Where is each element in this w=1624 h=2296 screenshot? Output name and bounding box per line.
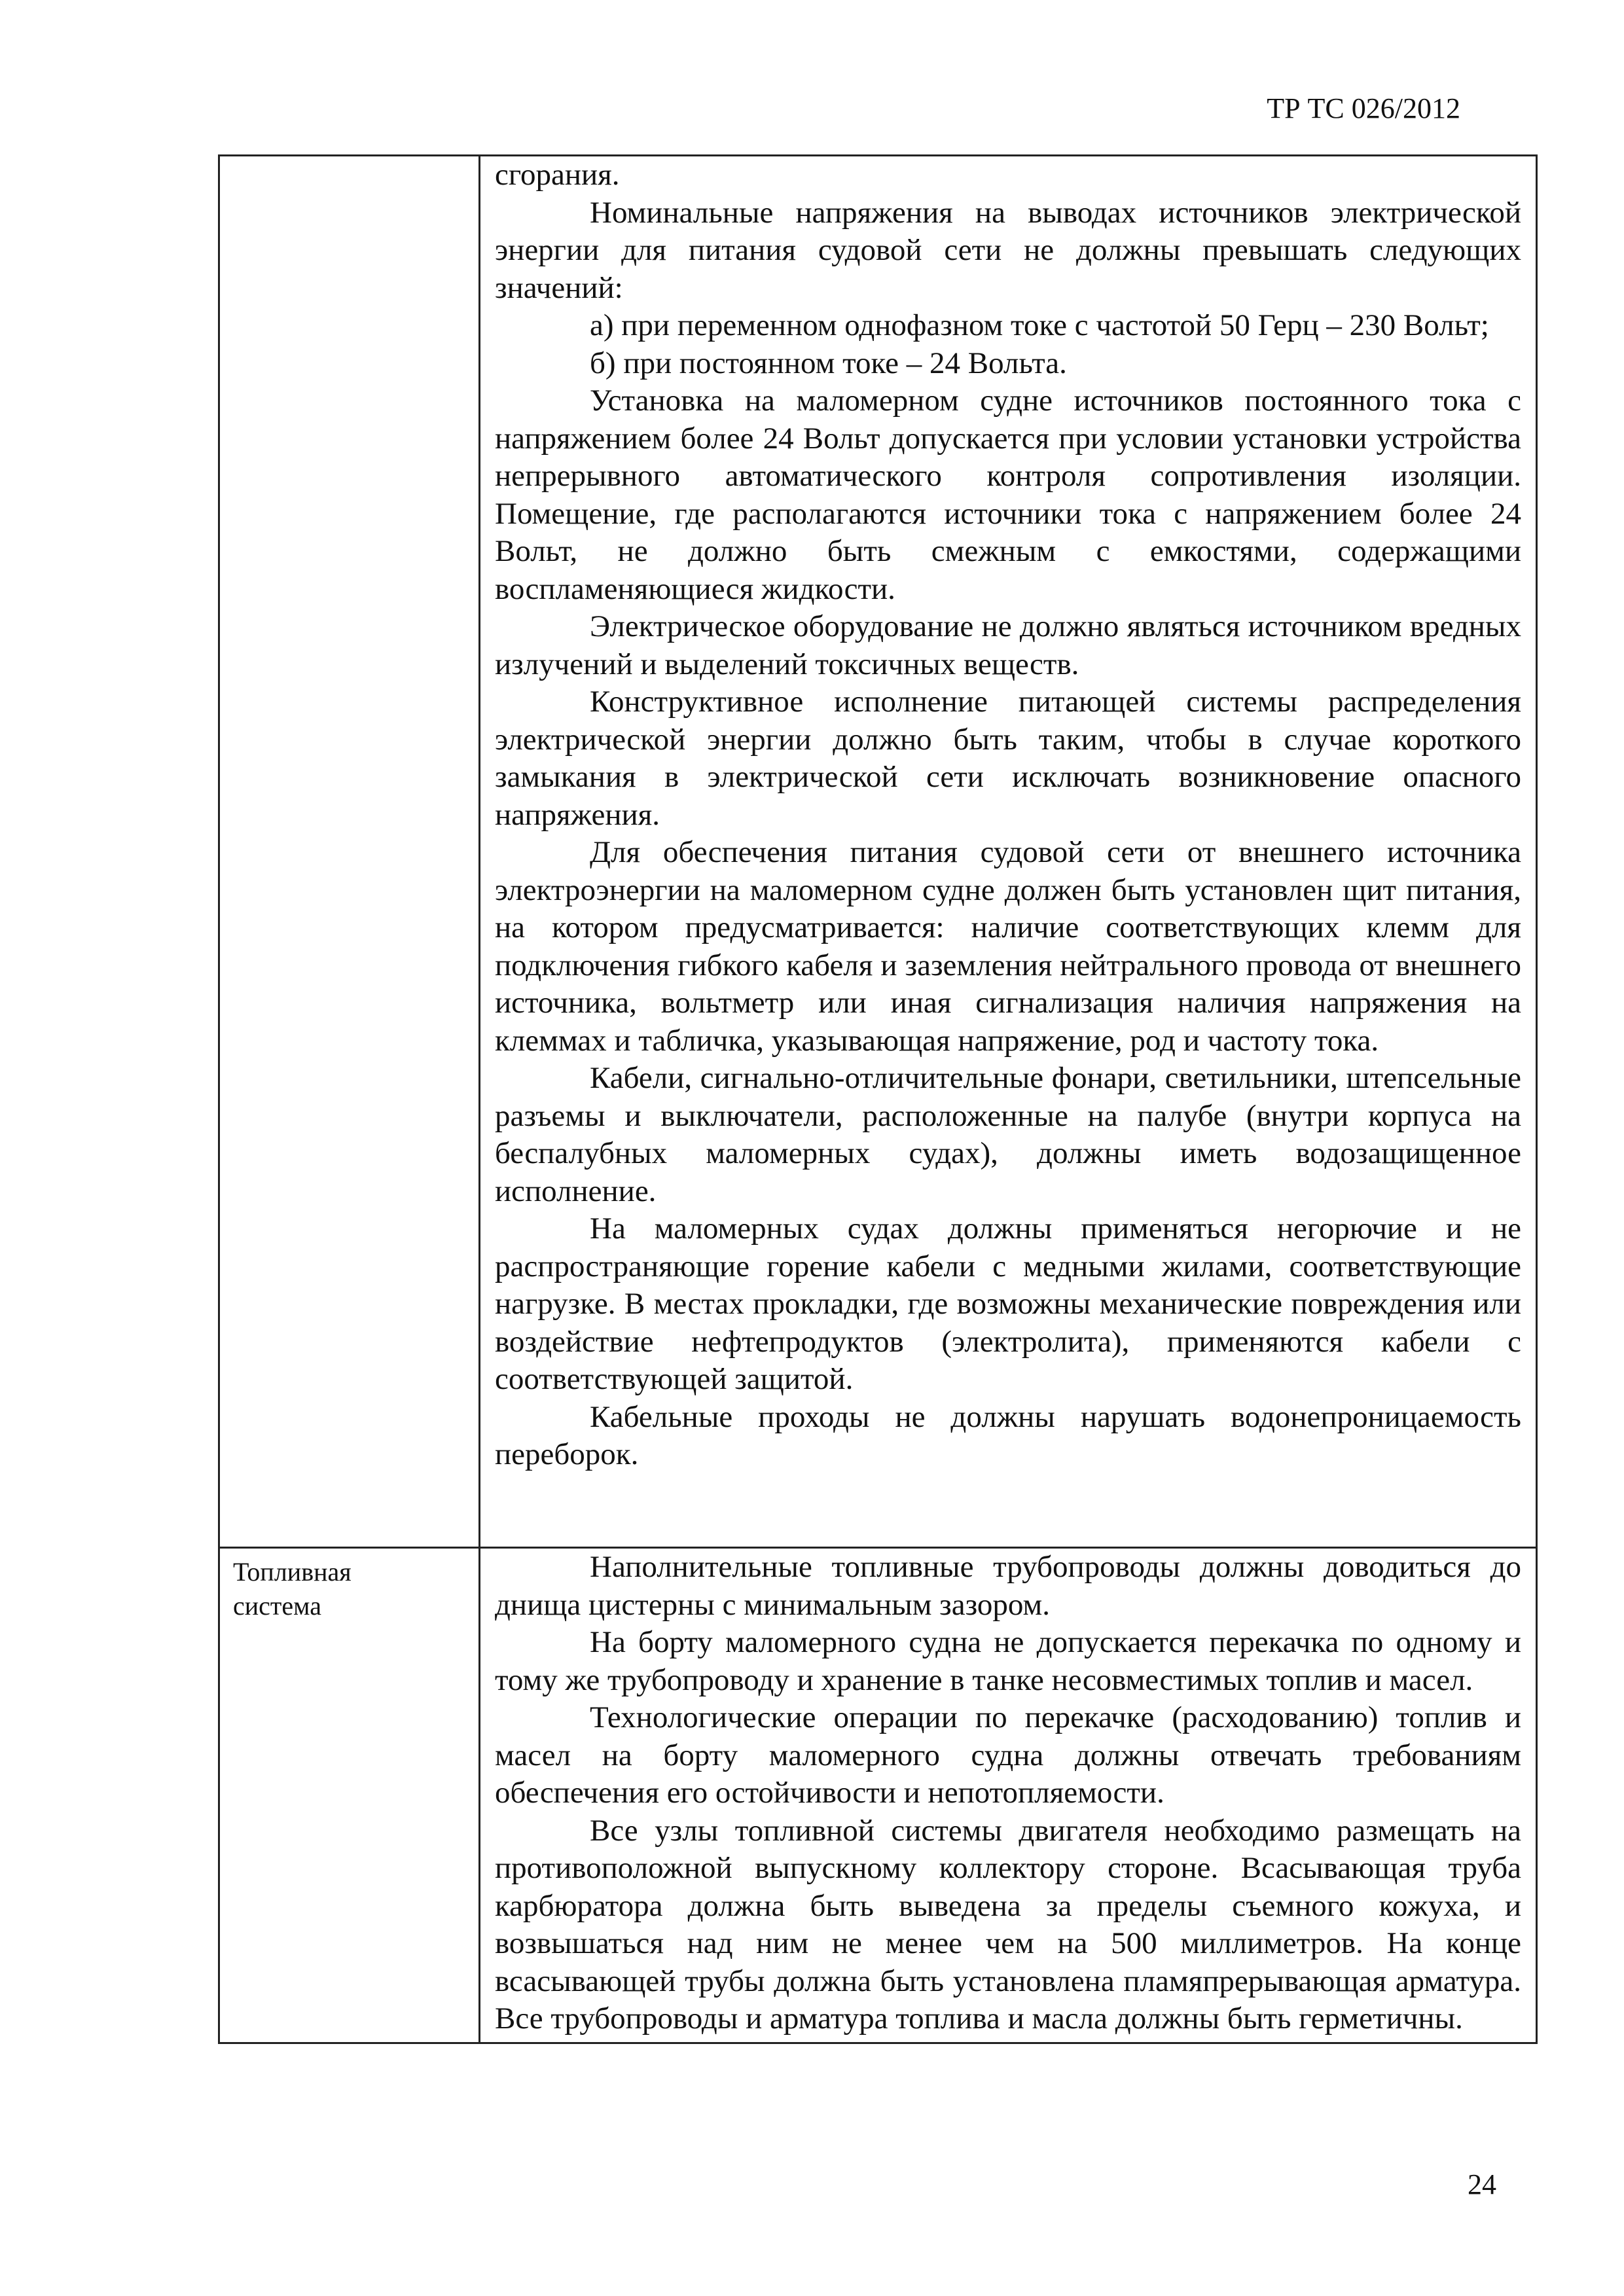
section-label-line: система bbox=[233, 1591, 321, 1621]
document-code-header: ТР ТС 026/2012 bbox=[1267, 92, 1460, 124]
paragraph: Для обеспечения питания судовой сети от внешнего источника электроэнергии на маломерном судне должен быть установлен щит питания, на котором предусматривается: наличие соответствующих клемм для подключения гибкого кабеля и заземления нейтрального провода от внешнего источника, вольтметр или иная сигнализация наличия напряжения на клеммах и табличка, указывающая напряжение, род и частоту тока. bbox=[495, 835, 1521, 1058]
list-item-b: б) при постоянном токе – 24 Вольта. bbox=[590, 346, 1067, 380]
paragraph: Конструктивное исполнение питающей системы распределения электрической энергии должно быть таким, чтобы в случае короткого замыкания в электрической сети исключать возникновение опасного напряжения. bbox=[495, 685, 1521, 832]
table-row-electrical bbox=[219, 156, 1537, 1548]
paragraph: Кабельные проходы не должны нарушать водонепроницаемость переборок. bbox=[495, 1399, 1521, 1471]
section-label-cell bbox=[219, 156, 480, 1548]
table-row-fuel-system bbox=[219, 1548, 1537, 2043]
paragraph: На борту маломерного судна не допускается перекачка по одному и тому же трубопроводу и хранение в танке несовместимых топлив и масел. bbox=[495, 1625, 1521, 1697]
requirements-cell bbox=[480, 156, 1537, 1548]
paragraph: Установка на маломерном судне источников постоянного тока с напряжением более 24 Вольт допускается при условии установки устройства непрерывного автоматического контроля сопротивления изоляции. Помещение, где располагаются источники тока с напряжением более 24 Вольт, не должно быть смежным с емкостями, содержащими воспламеняющиеся жидкости. bbox=[495, 384, 1521, 606]
section-label-line: Топливная bbox=[233, 1557, 352, 1587]
paragraph: Наполнительные топливные трубопроводы должны доводиться до днища цистерны с минимальным зазором. bbox=[495, 1550, 1521, 1622]
paragraph: Электрическое оборудование не должно являться источником вредных излучений и выделений токсичных веществ. bbox=[495, 609, 1521, 681]
paragraph: сгорания. bbox=[495, 158, 620, 192]
paragraph: Технологические операции по перекачке (расходованию) топлив и масел на борту маломерного судна должны отвечать требованиям обеспечения его остойчивости и непотопляемости. bbox=[495, 1700, 1521, 1810]
page-number: 24 bbox=[1468, 2168, 1496, 2200]
regulation-table bbox=[218, 154, 1538, 2044]
paragraph: Номинальные напряжения на выводах источников электрической энергии для питания судовой сети не должны превышать следующих значений: bbox=[495, 195, 1521, 305]
paragraph: Кабели, сигнально-отличительные фонари, светильники, штепсельные разъемы и выключатели, расположенные на палубе (внутри корпуса на беспалубных маломерных судах), должны иметь водозащищенное исполнение. bbox=[495, 1061, 1521, 1208]
section-label-cell bbox=[219, 1548, 480, 2043]
paragraph: Все узлы топливной системы двигателя необходимо размещать на противоположной выпускному коллектору стороне. Всасывающая труба карбюратора должна быть выведена за пределы съемного кожуха, и возвышаться над ним не менее чем на 500 миллиметров. На конце всасывающей трубы должна быть установлена пламяпрерывающая арматура. Все трубопроводы и арматура топлива и масла должны быть герметичны. bbox=[495, 1813, 1521, 2036]
paragraph: На маломерных судах должны применяться негорючие и не распространяющие горение кабели с медными жилами, соответствующие нагрузке. В местах прокладки, где возможны механические повреждения или воздействие нефтепродуктов (электролита), применяются кабели с соответствующей защитой. bbox=[495, 1211, 1521, 1396]
list-item-a: а) при переменном однофазном токе с частотой 50 Герц – 230 Вольт; bbox=[590, 308, 1489, 342]
requirements-cell bbox=[480, 1548, 1537, 2043]
